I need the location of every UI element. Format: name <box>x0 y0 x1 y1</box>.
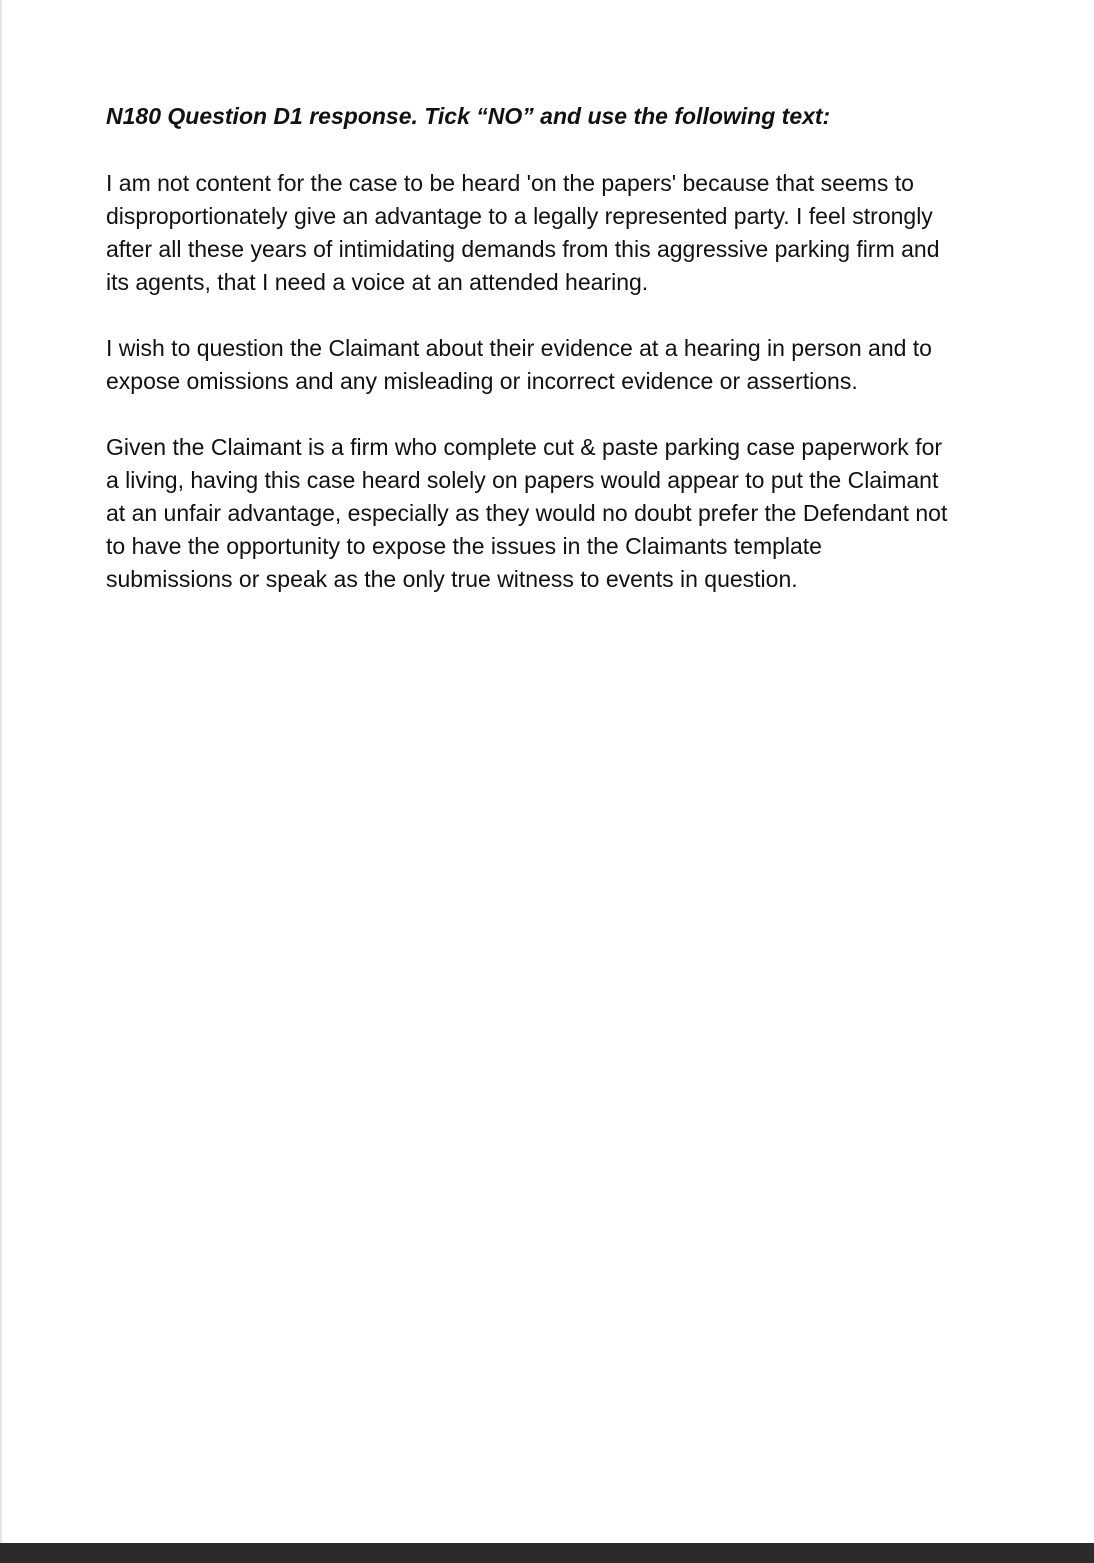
document-page <box>106 100 1006 629</box>
paragraph-line: after all these years of intimidating demands from this aggressive parking firm and <box>106 236 940 262</box>
bottom-bar <box>0 1543 1094 1563</box>
page-left-edge <box>0 0 2 1543</box>
paragraph-line: I wish to question the Claimant about their evidence at a hearing in person and to <box>106 335 932 361</box>
paragraph-line: a living, having this case heard solely on papers would appear to put the Claimant <box>106 467 939 493</box>
paragraph-line: I am not content for the case to be heard 'on the papers' because that seems to <box>106 170 914 196</box>
paragraph-1 <box>106 167 1006 299</box>
paragraph-line: its agents, that I need a voice at an attended hearing. <box>106 269 649 295</box>
paragraph-line: Given the Claimant is a firm who complete cut & paste parking case paperwork for <box>106 434 943 460</box>
paragraph-line: disproportionately give an advantage to a legally represented party. I feel strongly <box>106 203 933 229</box>
paragraph-2 <box>106 332 1006 398</box>
paragraph-line: submissions or speak as the only true witness to events in question. <box>106 566 798 592</box>
document-heading: N180 Question D1 response. Tick “NO” and use the following text: <box>106 103 831 129</box>
paragraph-line: at an unfair advantage, especially as they would no doubt prefer the Defendant not <box>106 500 948 526</box>
paragraph-line: to have the opportunity to expose the issues in the Claimants template <box>106 533 822 559</box>
paragraph-3 <box>106 431 1006 596</box>
paragraph-line: expose omissions and any misleading or incorrect evidence or assertions. <box>106 368 858 394</box>
